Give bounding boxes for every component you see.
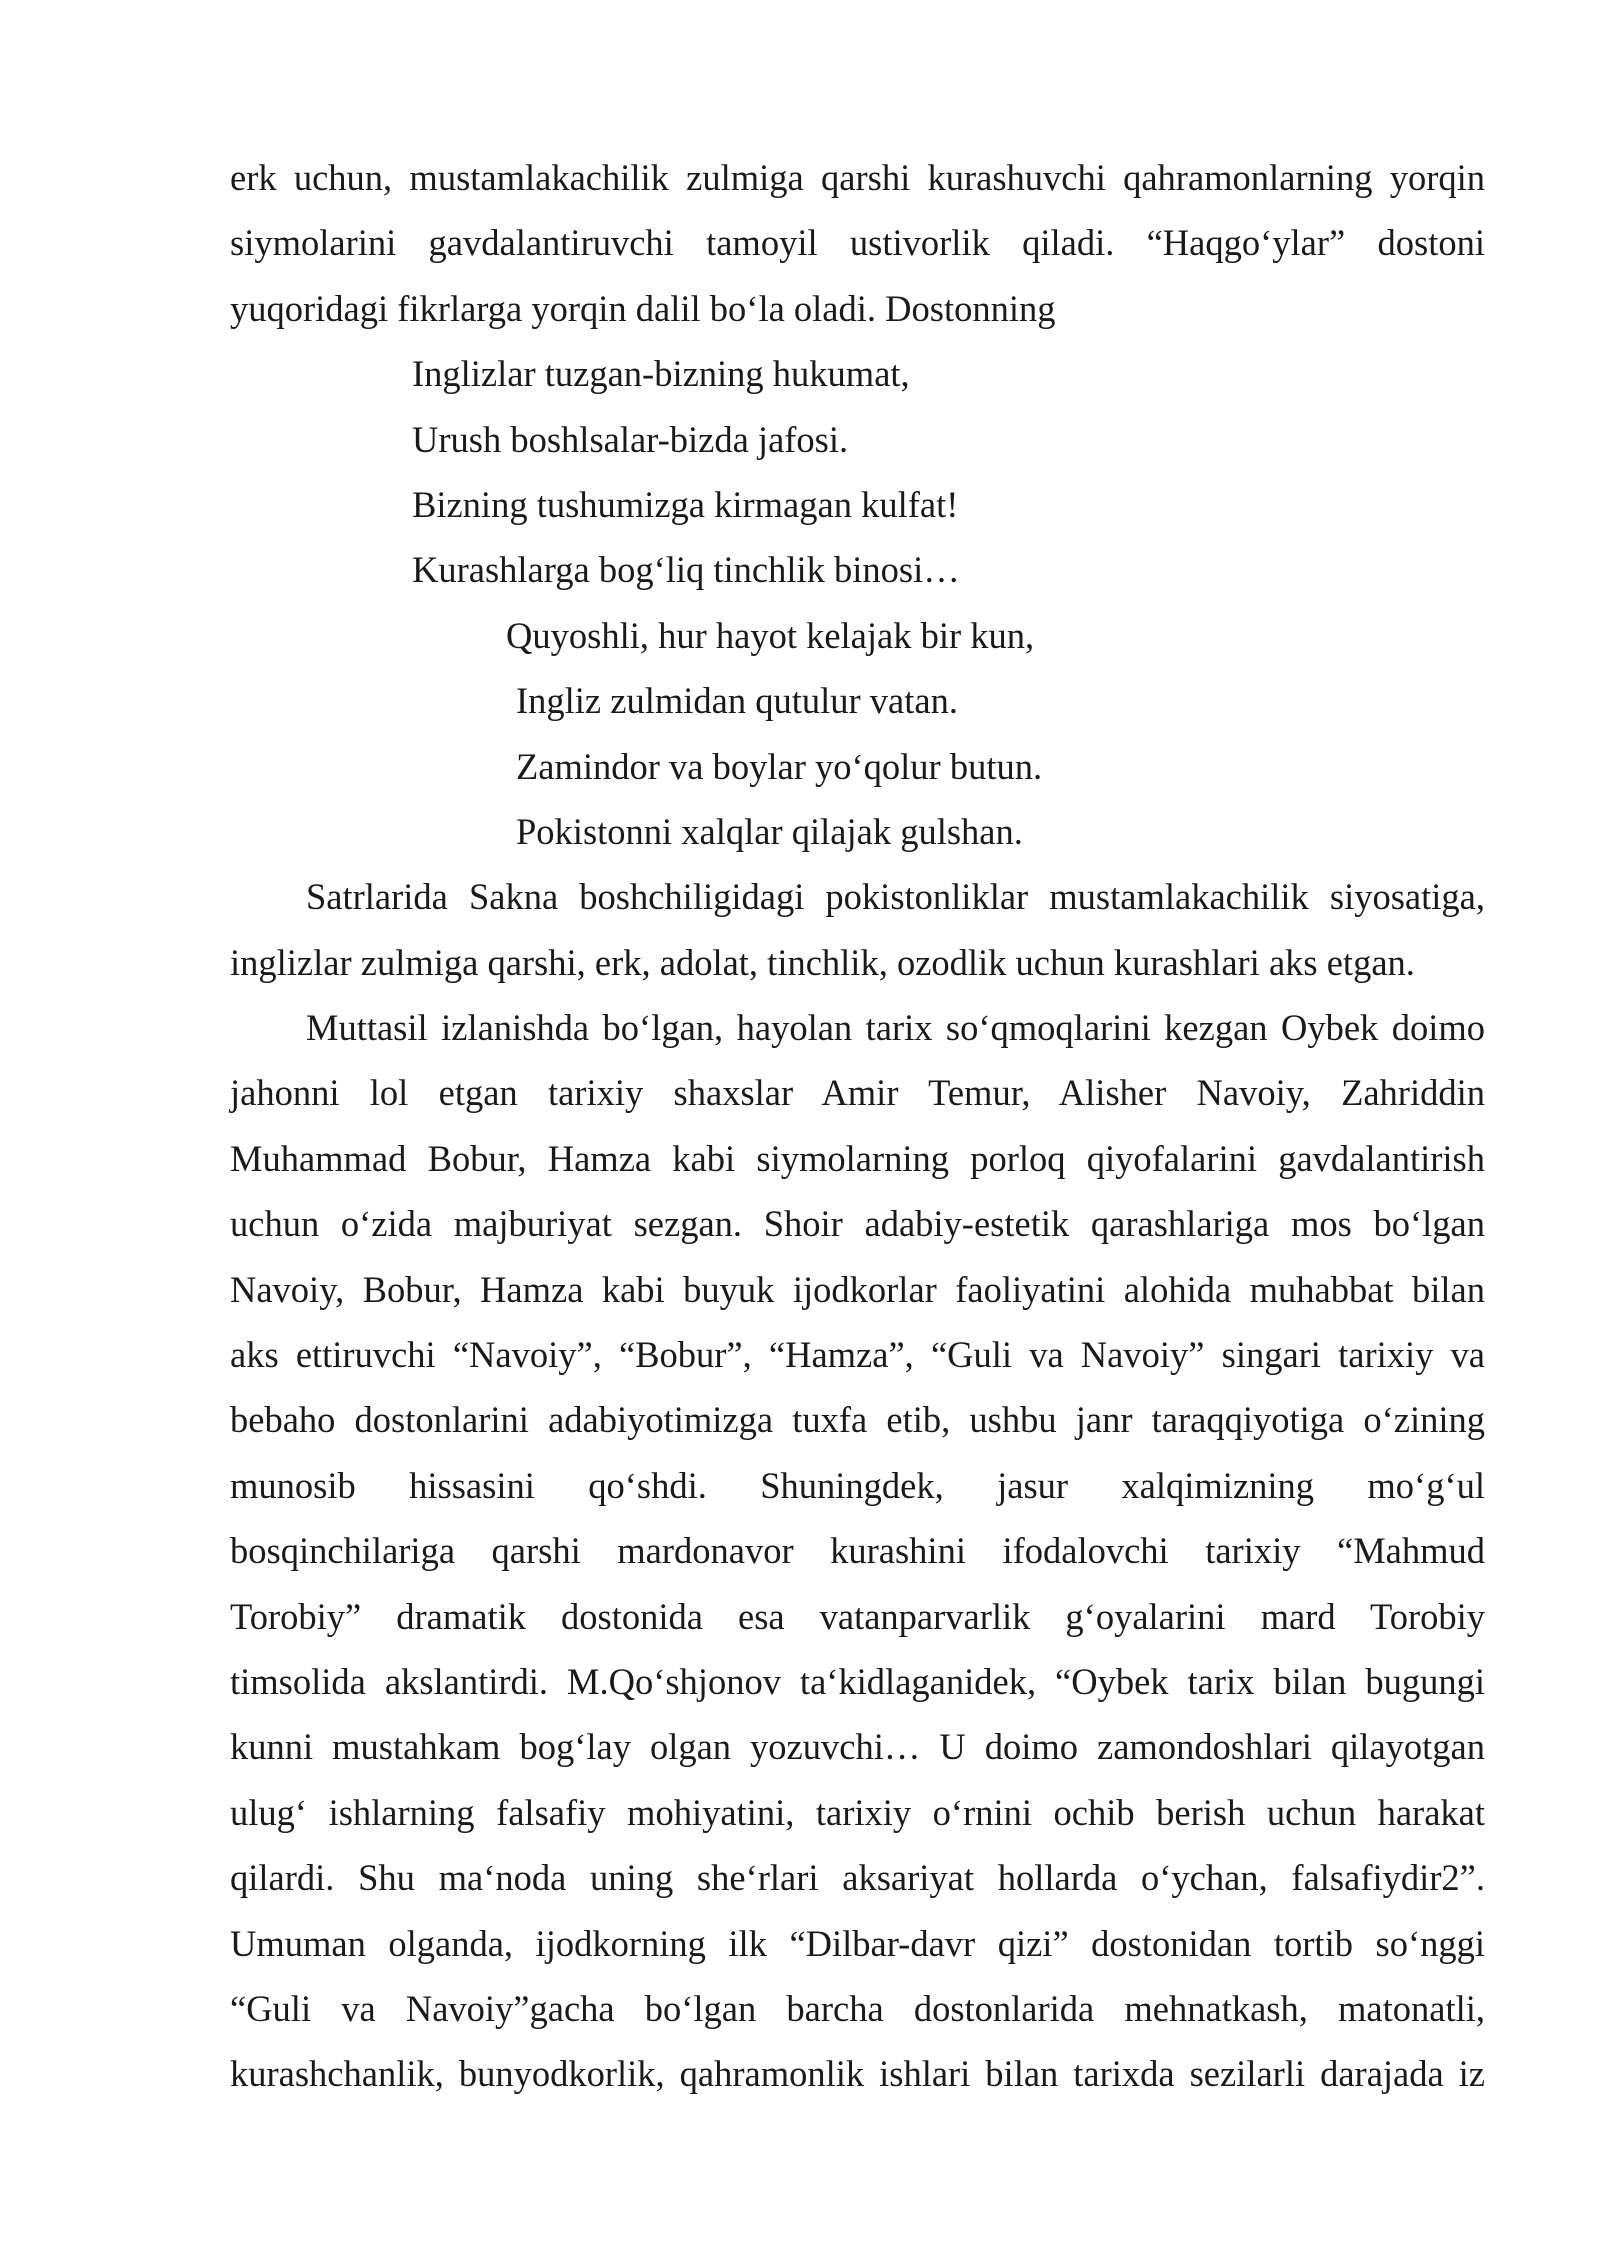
text-line: Torobiy” dramatik dostonida esa vatanparvarlik g‘oyalarini mard Torobiy [230, 1595, 1485, 1637]
text-line: aks ettiruvchi “Navoiy”, “Bobur”, “Hamza”, “Guli va Navoiy” singari tarixiy va [230, 1334, 1485, 1376]
verse-line: Zamindor va boylar yo‘qolur butun. [516, 745, 1043, 787]
text-line: ulug‘ ishlarning falsafiy mohiyatini, tarixiy o‘rnini ochib berish uchun harakat [230, 1791, 1485, 1833]
text-line: timsolida akslantirdi. M.Qo‘shjonov ta‘kidlaganidek, “Oybek tarix bilan bugungi [230, 1660, 1485, 1702]
text-line: “Guli va Navoiy”gacha bo‘lgan barcha dostonlarida mehnatkash, matonatli, [230, 1987, 1485, 2029]
text-line: Navoiy, Bobur, Hamza kabi buyuk ijodkorlar faoliyatini alohida muhabbat bilan [230, 1268, 1485, 1310]
verse-line: Quyoshli, hur hayot kelajak bir kun, [506, 614, 1035, 656]
verse-line: Inglizlar tuzgan-bizning hukumat, [412, 353, 910, 395]
text-line: kurashchanlik, bunyodkorlik, qahramonlik ishlari bilan tarixda sezilarli darajada iz [230, 2053, 1485, 2095]
text-line: Umuman olganda, ijodkorning ilk “Dilbar-davr qizi” dostonidan tortib so‘nggi [230, 1922, 1485, 1964]
text-line: inglizlar zulmiga qarshi, erk, adolat, tinchlik, ozodlik uchun kurashlari aks etgan. [230, 941, 1415, 983]
text-line: Muhammad Bobur, Hamza kabi siymolarning porloq qiyofalarini gavdalantirish [230, 1137, 1485, 1179]
paragraph-first-line: Satrlarida Sakna boshchiligidagi pokistonliklar mustamlakachilik siyosatiga, [306, 876, 1485, 918]
verse-line: Kurashlarga bog‘liq tinchlik binosi… [412, 549, 960, 591]
verse-line: Ingliz zulmidan qutulur vatan. [516, 680, 958, 722]
text-line: bosqinchilariga qarshi mardonavor kurashini ifodalovchi tarixiy “Mahmud [230, 1530, 1485, 1572]
text-line: kunni mustahkam bog‘lay olgan yozuvchi… U doimo zamondoshlari qilayotgan [230, 1726, 1485, 1768]
text-line: siymolarini gavdalantiruvchi tamoyil ustivorlik qiladi. “Haqgo‘ylar” dostoni [230, 222, 1485, 264]
text-line: bebaho dostonlarini adabiyotimizga tuxfa etib, ushbu janr taraqqiyotiga o‘zining [230, 1399, 1485, 1441]
text-line: munosib hissasini qo‘shdi. Shuningdek, jasur xalqimizning mo‘g‘ul [230, 1464, 1485, 1506]
verse-line: Bizning tushumizga kirmagan kulfat! [412, 483, 959, 525]
text-line: jahonni lol etgan tarixiy shaxslar Amir Temur, Alisher Navoiy, Zahriddin [230, 1072, 1485, 1114]
verse-line: Pokistonni xalqlar qilajak gulshan. [516, 810, 1023, 852]
verse-line: Urush boshlsalar-bizda jafosi. [412, 418, 849, 460]
text-line: uchun o‘zida majburiyat sezgan. Shoir adabiy-estetik qarashlariga mos bo‘lgan [230, 1203, 1485, 1245]
document-body [230, 145, 1485, 2107]
text-line: erk uchun, mustamlakachilik zulmiga qarshi kurashuvchi qahramonlarning yorqin [230, 157, 1485, 198]
paragraph-first-line: Muttasil izlanishda bo‘lgan, hayolan tarix so‘qmoqlarini kezgan Oybek doimo [306, 1007, 1485, 1049]
text-line: qilardi. Shu ma‘noda uning she‘rlari aksariyat hollarda o‘ychan, falsafiydir2”. [230, 1857, 1485, 1899]
text-line: yuqoridagi fikrlarga yorqin dalil bo‘la oladi. Dostonning [230, 287, 1056, 329]
